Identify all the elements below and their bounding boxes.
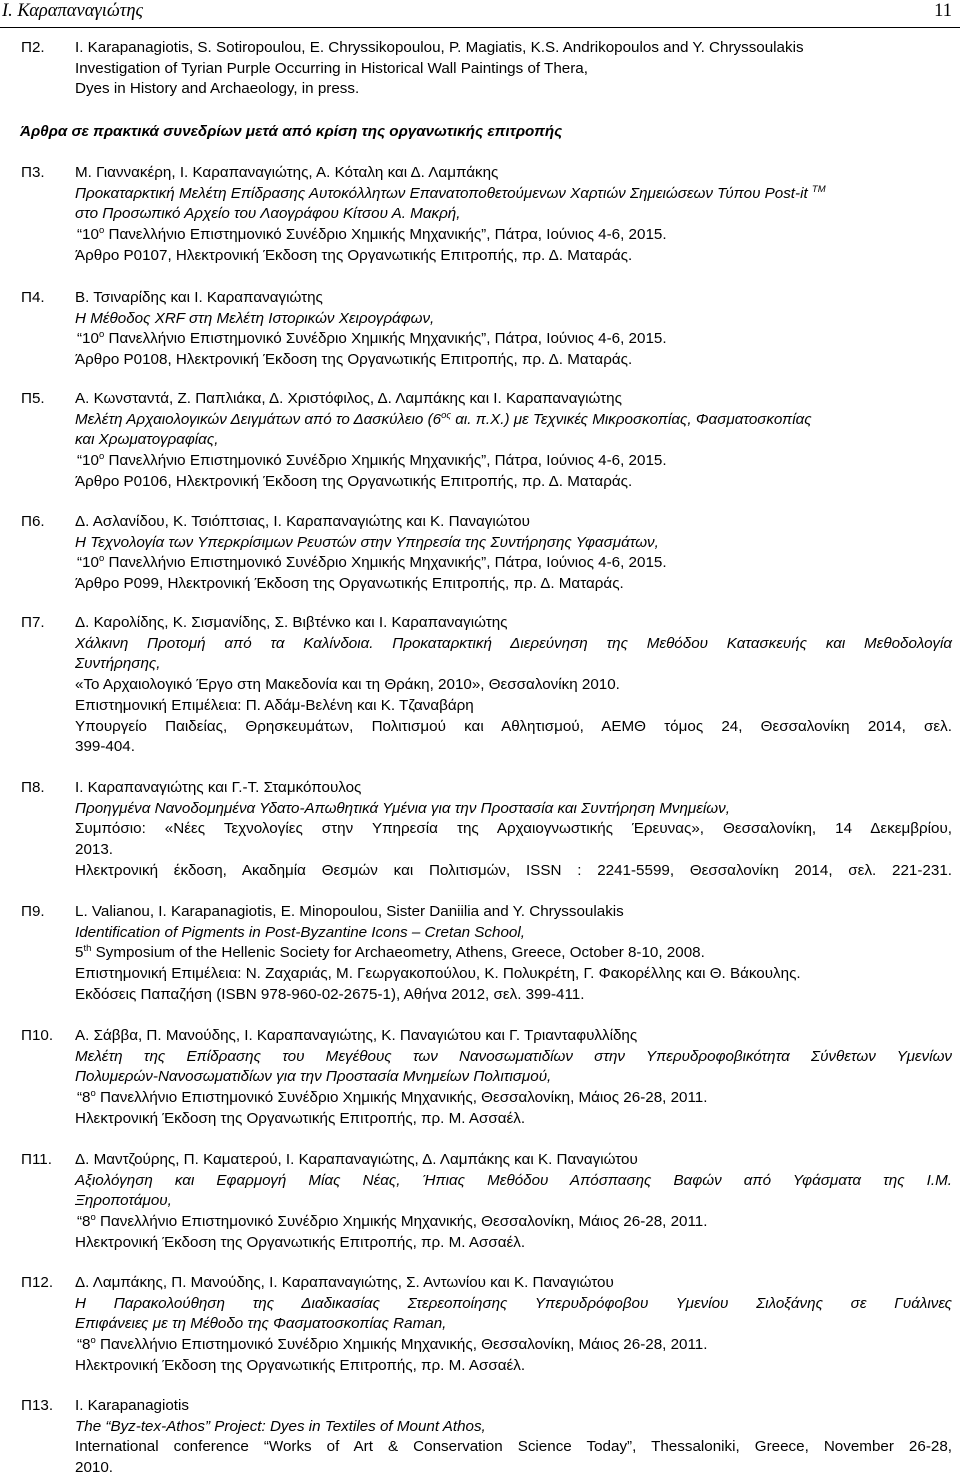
article-line: Ηλεκτρονική Έκδοση της Οργανωτικής Επιτροπής, πρ. Μ. Ασσαέλ. <box>75 1109 526 1127</box>
reference-number: Π8. <box>21 779 45 796</box>
reference-line: «Το Αρχαιολογικό Έργο στη Μακεδονία και τη Θράκη, 2010», Θεσσαλονίκη 2010. <box>75 676 620 694</box>
header-rule <box>0 27 960 28</box>
reference-authors: L. Valianou, I. Karapanagiotis, E. Minopoulou, Sister Daniilia and Y. Chryssoulakis <box>75 903 624 920</box>
reference-authors: Δ. Μαντζούρης, Π. Καματερού, Ι. Καραπαναγιώτης, Δ. Λαμπάκης και Κ. Παναγιώτου <box>75 1151 638 1168</box>
reference-number: Π5. <box>21 390 45 407</box>
reference-authors: Α. Σάββα, Π. Μανούδης, Ι. Καραπαναγιώτης, Κ. Παναγιώτου και Γ. Τριανταφυλλίδης <box>75 1027 638 1044</box>
reference-authors: Δ. Ασλανίδου, Κ. Τσιόπτσιας, Ι. Καραπαναγιώτης και Κ. Παναγιώτου <box>75 513 530 530</box>
conference-line: 5th Symposium of the Hellenic Society for Archaeometry, Athens, Greece, October 8-10, 2008. <box>75 943 705 962</box>
reference-number: Π9. <box>21 903 45 920</box>
section-heading: Άρθρα σε πρακτικά συνεδρίων μετά από κρίση της οργανωτικής επιτροπής <box>20 123 563 140</box>
reference-authors: I. Karapanagiotis <box>75 1397 189 1414</box>
reference-authors: Δ. Λαμπάκης, Π. Μανούδης, Ι. Καραπαναγιώτης, Σ. Αντωνίου και Κ. Παναγιώτου <box>75 1274 614 1291</box>
reference-line: 2010. <box>75 1459 114 1477</box>
reference-number: Π12. <box>21 1274 54 1291</box>
reference-number: Π10. <box>21 1027 54 1044</box>
conference-line: “$8^o$ Πανελλήνιο Επιστημονικό Συνέδριο Χημικής Μηχανικής, Θεσσαλονίκη, Μάιος 26-28, 2011. <box>77 1335 708 1354</box>
reference-title: Προηγμένα Νανοδομημένα Υδατο-Απωθητικά Υμένια για την Προστασία και Συντήρηση Μνημείων, <box>75 799 730 817</box>
reference-title: Αξιολόγηση και Εφαρμογή Μίας Νέας, Ήπιας Μεθόδου Απόσπασης Βαφών από Υφάσματα της Ι.Μ. <box>75 1171 952 1189</box>
reference-title-cont: Συντήρησης, <box>75 655 161 673</box>
reference-title: Η Μέθοδος XRF στη Μελέτη Ιστορικών Χειρογράφων, <box>75 309 435 327</box>
reference-title: Η Τεχνολογία των Υπερκρίσιμων Ρευστών στην Υπηρεσία της Συντήρησης Υφασμάτων, <box>75 533 659 551</box>
reference-title-cont: Ξηροποτάμου, <box>75 1192 172 1210</box>
reference-authors: Β. Τσιναρίδης και Ι. Καραπαναγιώτης <box>75 289 323 306</box>
reference-title-cont: Επιφάνειες με τη Μέθοδο της Φασματοσκοπίας Raman, <box>75 1315 447 1333</box>
conference-line: “$10^o$ Πανελλήνιο Επιστημονικό Συνέδριο Χημικής Μηχανικής”, Πάτρα, Ιούνιος 4-6, 2015. <box>77 329 667 348</box>
reference-line: Επιστημονική Επιμέλεια: Ν. Ζαχαριάς, Μ. Γεωργακοπούλου, Κ. Πολυκρέτη, Γ. Φακορέλλης και Θ. Βάκουλης. <box>75 965 801 983</box>
reference-authors: Μ. Γιαννακέρη, Ι. Καραπαναγιώτης, Α. Κόταλη και Δ. Λαμπάκης <box>75 164 499 181</box>
conference-line: “$10^o$ Πανελλήνιο Επιστημονικό Συνέδριο Χημικής Μηχανικής”, Πάτρα, Ιούνιος 4-6, 2015. <box>77 553 667 572</box>
conference-line: “$10^o$ Πανελλήνιο Επιστημονικό Συνέδριο Χημικής Μηχανικής”, Πάτρα, Ιούνιος 4-6, 2015. <box>77 225 667 244</box>
article-line: Άρθρο P0106, Ηλεκτρονική Έκδοση της Οργανωτικής Επιτροπής, πρ. Δ. Ματαράς. <box>75 472 633 490</box>
article-line: Ηλεκτρονική Έκδοση της Οργανωτικής Επιτροπής, πρ. Μ. Ασσαέλ. <box>75 1356 526 1374</box>
article-line: Ηλεκτρονική Έκδοση της Οργανωτικής Επιτροπής, πρ. Μ. Ασσαέλ. <box>75 1233 526 1251</box>
reference-authors: Δ. Καρολίδης, Κ. Σισμανίδης, Σ. Βιβτένκο και Ι. Καραπαναγιώτης <box>75 614 508 631</box>
reference-number: Π4. <box>21 289 45 306</box>
reference-venue: Dyes in History and Archaeology, in press. <box>75 80 360 98</box>
reference-line: International conference “Works of Art & Conservation Science Today”, Thessaloniki, Greece, November 26-28, <box>75 1438 952 1456</box>
reference-title-cont: στο Προσωπικό Αρχείο του Λαογράφου Κίτσου Α. Μακρή, <box>75 205 461 223</box>
running-header <box>0 0 960 30</box>
reference-line: Υπουργείο Παιδείας, Θρησκευμάτων, Πολιτισμού και Αθλητισμού, ΑΕΜΘ τόμος 24, Θεσσαλονίκη 2014, σελ. <box>75 717 952 735</box>
article-line: Άρθρο P0108, Ηλεκτρονική Έκδοση της Οργανωτικής Επιτροπής, πρ. Δ. Ματαράς. <box>75 351 633 369</box>
reference-title: Προκαταρκτική Μελέτη Επίδρασης Αυτοκόλλητων Επανατοποθετούμενων Χαρτιών Σημειώσεων Τύπου Post-it ™ <box>75 183 826 202</box>
conference-line: “$8^o$ Πανελλήνιο Επιστημονικό Συνέδριο Χημικής Μηχανικής, Θεσσαλονίκη, Μάιος 26-28, 2011. <box>77 1088 708 1107</box>
reference-line: Ηλεκτρονική έκδοση, Ακαδημία Θεσμών και Πολιτισμών, ISSN : 2241-5599, Θεσσαλονίκη 2014, σελ. 221-231. <box>75 861 952 879</box>
reference-number: Π11. <box>21 1151 52 1168</box>
reference-title: Identification of Pigments in Post-Byzantine Icons – Cretan School, <box>75 923 525 941</box>
conference-line: “$8^o$ Πανελλήνιο Επιστημονικό Συνέδριο Χημικής Μηχανικής, Θεσσαλονίκη, Μάιος 26-28, 2011. <box>77 1212 708 1231</box>
reference-title: Χάλκινη Προτομή από τα Καλίνδοια. Προκαταρκτική Διερεύνηση της Μεθόδου Κατασκευής και Μεθοδολογία <box>75 634 952 652</box>
running-title: Ι. Καραπαναγιώτης <box>2 1 144 21</box>
reference-number: Π6. <box>21 513 45 530</box>
reference-authors: Α. Κωνσταντά, Ζ. Παπλιάκα, Δ. Χριστόφιλος, Δ. Λαμπάκης και Ι. Καραπαναγιώτης <box>75 390 622 407</box>
reference-title: Investigation of Tyrian Purple Occurring in Historical Wall Paintings of Thera, <box>75 59 588 77</box>
reference-title: Μελέτη της Επίδρασης του Μεγέθους των Νανοσωματιδίων στην Υπερυδροφοβικότητα Σύνθετων Υμενίων <box>75 1047 952 1065</box>
reference-number: Π7. <box>21 614 45 631</box>
reference-title: The “Byz-tex-Athos” Project: Dyes in Textiles of Mount Athos, <box>75 1417 486 1435</box>
reference-line: 2013. <box>75 841 114 859</box>
reference-line: 399-404. <box>75 738 135 756</box>
reference-title-cont: και Χρωματογραφίας, <box>75 431 219 449</box>
reference-line: Εκδόσεις Παπαζήση (ISBN 978-960-02-2675-1), Αθήνα 2012, σελ. 399-411. <box>75 985 585 1003</box>
reference-number: Π13. <box>21 1397 54 1414</box>
article-line: Άρθρο P0107, Ηλεκτρονική Έκδοση της Οργανωτικής Επιτροπής, πρ. Δ. Ματαράς. <box>75 246 633 264</box>
reference-number: Π3. <box>21 164 45 181</box>
reference-number: Π2. <box>21 39 45 56</box>
reference-line: Επιστημονική Επιμέλεια: Π. Αδάμ-Βελένη και Κ. Τζαναβάρη <box>75 696 474 714</box>
reference-title-cont: Πολυμερών-Νανοσωματιδίων για την Προστασία Μνημείων Πολιτισμού, <box>75 1068 552 1086</box>
page-number: 11 <box>934 1 952 21</box>
reference-line: Συμπόσιο: «Νέες Τεχνολογίες στην Υπηρεσία της Αρχαιογνωστικής Έρευνας», Θεσσαλονίκη, 14 Δεκεμβρίου, <box>75 820 952 838</box>
reference-title: Μελέτη Αρχαιολογικών Δειγμάτων από το Δασκύλειο ($6^{o\varsigma}$ αι. π.Χ.) με Τεχνικές Μικροσκοπίας, Φασματοσκοπίας <box>75 409 812 428</box>
reference-authors: I. Karapanagiotis, S. Sotiropoulou, E. Chryssikopoulou, P. Magiatis, K.S. Andrikopoulos and Y. Chryssoulakis <box>75 39 804 56</box>
reference-title: Η Παρακολούθηση της Διαδικασίας Στερεοποίησης Υπερυδρόφοβου Υμενίου Σιλοξάνης σε Γυάλινες <box>75 1294 952 1312</box>
conference-line: “$10^o$ Πανελλήνιο Επιστημονικό Συνέδριο Χημικής Μηχανικής”, Πάτρα, Ιούνιος 4-6, 2015. <box>77 451 667 470</box>
article-line: Άρθρο P099, Ηλεκτρονική Έκδοση της Οργανωτικής Επιτροπής, πρ. Δ. Ματαράς. <box>75 575 624 593</box>
reference-authors: Ι. Καραπαναγιώτης και Γ.-Τ. Σταμκόπουλος <box>75 779 362 796</box>
